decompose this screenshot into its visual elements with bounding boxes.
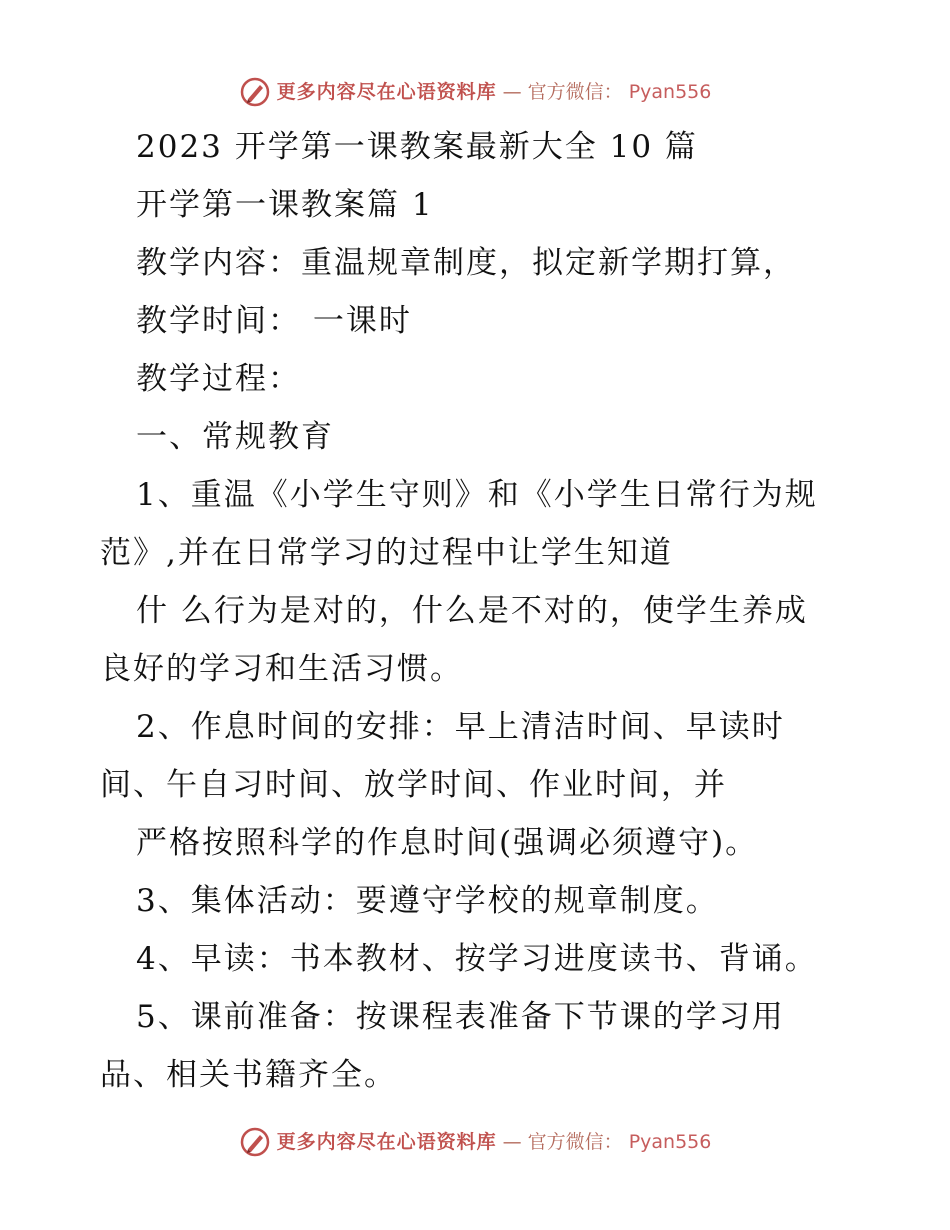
paragraph-line: 教学过程：	[136, 361, 301, 397]
document-body	[100, 118, 840, 1104]
watermark-id: Pyan556	[628, 1130, 712, 1153]
paragraph-line: 间、午自习时间、放学时间、作业时间，并	[100, 767, 727, 803]
document-title: 2023 开学第一课教案最新大全 10 篇	[136, 129, 698, 165]
watermark-separator: —	[502, 80, 522, 103]
pen-logo-icon	[239, 76, 271, 108]
paragraph-line: 严格按照科学的作息时间(强调必须遵守)。	[136, 825, 759, 861]
paragraph-line: 品、相关书籍齐全。	[100, 1057, 397, 1093]
watermark-id: Pyan556	[628, 80, 712, 103]
paragraph-line: 2、作息时间的安排：早上清洁时间、早读时	[136, 709, 785, 745]
paragraph-line: 教学时间： 一课时	[136, 303, 412, 339]
paragraph-line: 教学内容：重温规章制度，拟定新学期打算，	[136, 245, 796, 281]
paragraph-line: 范》,并在日常学习的过程中让学生知道	[100, 535, 673, 571]
watermark-sub-text: 官方微信：	[527, 1130, 623, 1153]
watermark-main-text: 更多内容尽在心语资料库	[276, 1130, 497, 1153]
watermark-sub-text: 官方微信：	[527, 80, 623, 103]
watermark-main-text: 更多内容尽在心语资料库	[276, 80, 497, 103]
watermark-separator: —	[502, 1130, 522, 1153]
footer-watermark	[0, 1126, 950, 1158]
paragraph-line: 4、早读：书本教材、按学习进度读书、背诵。	[136, 941, 818, 977]
paragraph-line: 良好的学习和生活习惯。	[100, 651, 463, 687]
subsection-heading: 一、常规教育	[136, 419, 334, 455]
paragraph-line: 什 么行为是对的，什么是不对的，使学生养成	[136, 593, 808, 629]
header-watermark	[0, 76, 950, 108]
paragraph-line: 5、课前准备：按课程表准备下节课的学习用	[136, 999, 785, 1035]
paragraph-line: 3、集体活动：要遵守学校的规章制度。	[136, 883, 719, 919]
section-title: 开学第一课教案篇 1	[136, 187, 434, 223]
paragraph-line: 1、重温《小学生守则》和《小学生日常行为规	[136, 477, 818, 513]
pen-logo-icon	[239, 1126, 271, 1158]
